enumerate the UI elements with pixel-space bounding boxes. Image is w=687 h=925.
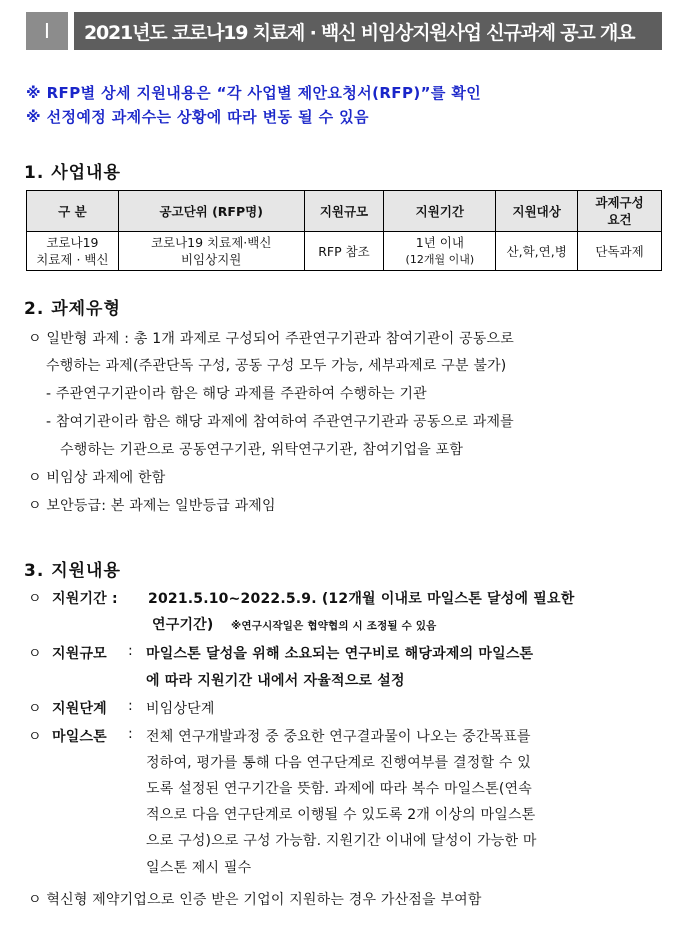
support-period-text: 2021.5.10∼2022.5.9. (12개월 이내로 마일스톤 달성에 필요한 [148,591,575,607]
colon: : [128,726,133,742]
task-type-participant-org: - 참여기관이라 함은 해당 과제에 참여하여 주관연구기관과 공동으로 과제를 [46,414,514,430]
colon: : [128,643,133,659]
support-period-text-cont: 연구기간) [152,617,214,633]
milestone-text-5: 으로 구성)으로 구성 가능함. 지원기간 이내에 달성이 가능한 마 [146,833,537,849]
cell-category: 코로나19 치료제 · 백신 [27,232,119,271]
bullet: ㅇ [28,646,42,662]
milestone-text-1: 전체 연구개발과정 중 중요한 연구결과물이 나오는 중간목표를 [146,729,531,745]
bonus-points: ㅇ 혁신형 제약기업으로 인증 받은 기업이 지원하는 경우 가산점을 부여함 [28,892,482,908]
support-scale-label: 지원규모 [52,646,107,662]
header-target: 지원대상 [496,191,578,232]
table-row [27,232,662,271]
milestone-label: 마일스톤 [52,729,107,745]
notice-rfp: ※ RFP별 상세 지원내용은 “각 사업별 제안요청서(RFP)”를 확인 [26,84,482,102]
table-header-row [27,191,662,232]
bullet: ㅇ [28,591,42,607]
header-scale: 지원규모 [304,191,384,232]
cell-period: 1년 이내 (12개월 이내) [384,232,496,271]
cell-scale: RFP 참조 [304,232,384,271]
title-bar [26,12,662,50]
support-period-label: 지원기간 : [52,591,118,607]
support-stage-text: 비임상단계 [146,701,215,717]
header-category: 구 분 [27,191,119,232]
cell-composition: 단독과제 [578,232,662,271]
section-2-heading: 2. 과제유형 [24,299,121,319]
colon: : [128,698,133,714]
task-type-general-cont: 수행하는 과제(주관단독 구성, 공동 구성 모두 가능, 세부과제로 구분 불가) [46,358,507,374]
bullet: ㅇ [28,701,42,717]
task-type-lead-org: - 주관연구기관이라 함은 해당 과제를 주관하여 수행하는 기관 [46,386,427,402]
title-number: Ⅰ [26,12,68,50]
task-type-participant-org-cont: 수행하는 기관으로 공동연구기관, 위탁연구기관, 참여기업을 포함 [60,442,464,458]
support-stage-label: 지원단계 [52,701,107,717]
section-3-heading: 3. 지원내용 [24,561,121,581]
cell-unit: 코로나19 치료제·백신 비임상지원 [118,232,304,271]
task-type-nonclinical: ㅇ 비임상 과제에 한함 [28,470,166,486]
header-period: 지원기간 [384,191,496,232]
header-unit: 공고단위 (RFP명) [118,191,304,232]
support-scale-text-cont: 에 따라 지원기간 내에서 자율적으로 설정 [146,673,405,689]
page-title: 2021년도 코로나19 치료제 · 백신 비임상지원사업 신규과제 공고 개요 [74,12,662,50]
bullet: ㅇ [28,729,42,745]
section-1-heading: 1. 사업내용 [24,163,121,183]
milestone-text-3: 도록 설정된 연구기간을 뜻함. 과제에 따라 복수 마일스톤(연속 [146,781,532,797]
header-composition: 과제구성 요건 [578,191,662,232]
notice-selection: ※ 선정예정 과제수는 상황에 따라 변동 될 수 있음 [26,108,369,126]
task-type-general: ㅇ 일반형 과제 : 총 1개 과제로 구성되어 주관연구기관과 참여기관이 공동으로 [28,331,514,347]
business-table [26,190,662,271]
support-period-note: ※연구시작일은 협약협의 시 조정될 수 있음 [231,620,437,632]
cell-target: 산,학,연,병 [496,232,578,271]
milestone-text-6: 일스톤 제시 필수 [146,860,252,876]
task-type-security: ㅇ 보안등급: 본 과제는 일반등급 과제임 [28,498,276,514]
milestone-text-4: 적으로 다음 연구단계로 이행될 수 있도록 2개 이상의 마일스톤 [146,807,536,823]
support-scale-text: 마일스톤 달성을 위해 소요되는 연구비로 해당과제의 마일스톤 [146,646,534,662]
milestone-text-2: 정하여, 평가를 통해 다음 연구단계로 진행여부를 결정할 수 있 [146,755,531,771]
